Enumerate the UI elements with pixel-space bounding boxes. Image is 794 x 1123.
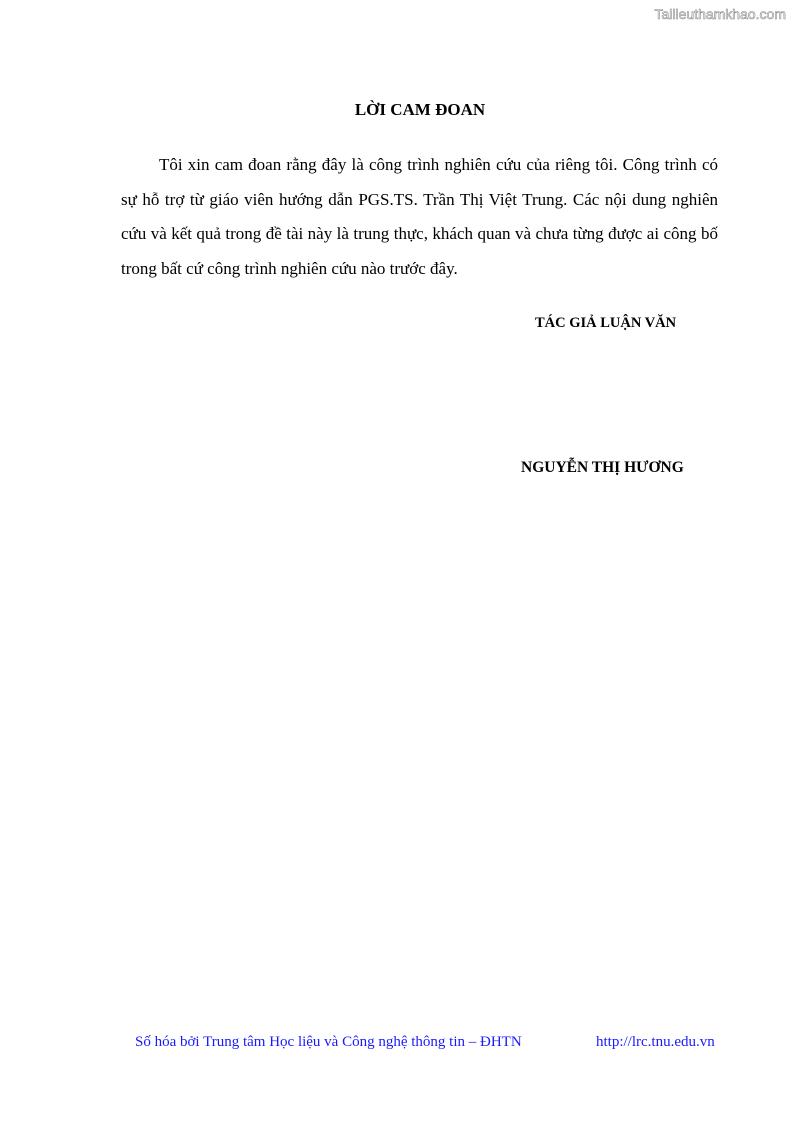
- declaration-text: Tôi xin cam đoan rằng đây là công trình nghiên cứu của riêng tôi. Công trình có sự hỗ trợ từ giáo viên hướng dẫn PGS.TS. Trần Thị Việt Trung. Các nội dung nghiên cứu và kết quả trong đề tài này là trung thực, khách quan và chưa từng được ai công bố trong bất cứ công trình nghiên cứu nào trước đây.: [121, 155, 718, 278]
- declaration-paragraph: [121, 148, 718, 286]
- signature-role: TÁC GIẢ LUẬN VĂN: [535, 315, 677, 331]
- watermark: Tailieuthamkhao.com: [654, 6, 786, 22]
- footer-link[interactable]: http://lrc.tnu.edu.vn: [596, 1034, 715, 1050]
- signature-name: NGUYỄN THỊ HƯƠNG: [521, 459, 684, 476]
- page-title: LỜI CAM ĐOAN: [354, 100, 486, 119]
- footer-credit: Số hóa bởi Trung tâm Học liệu và Công nghệ thông tin – ĐHTN: [135, 1034, 522, 1050]
